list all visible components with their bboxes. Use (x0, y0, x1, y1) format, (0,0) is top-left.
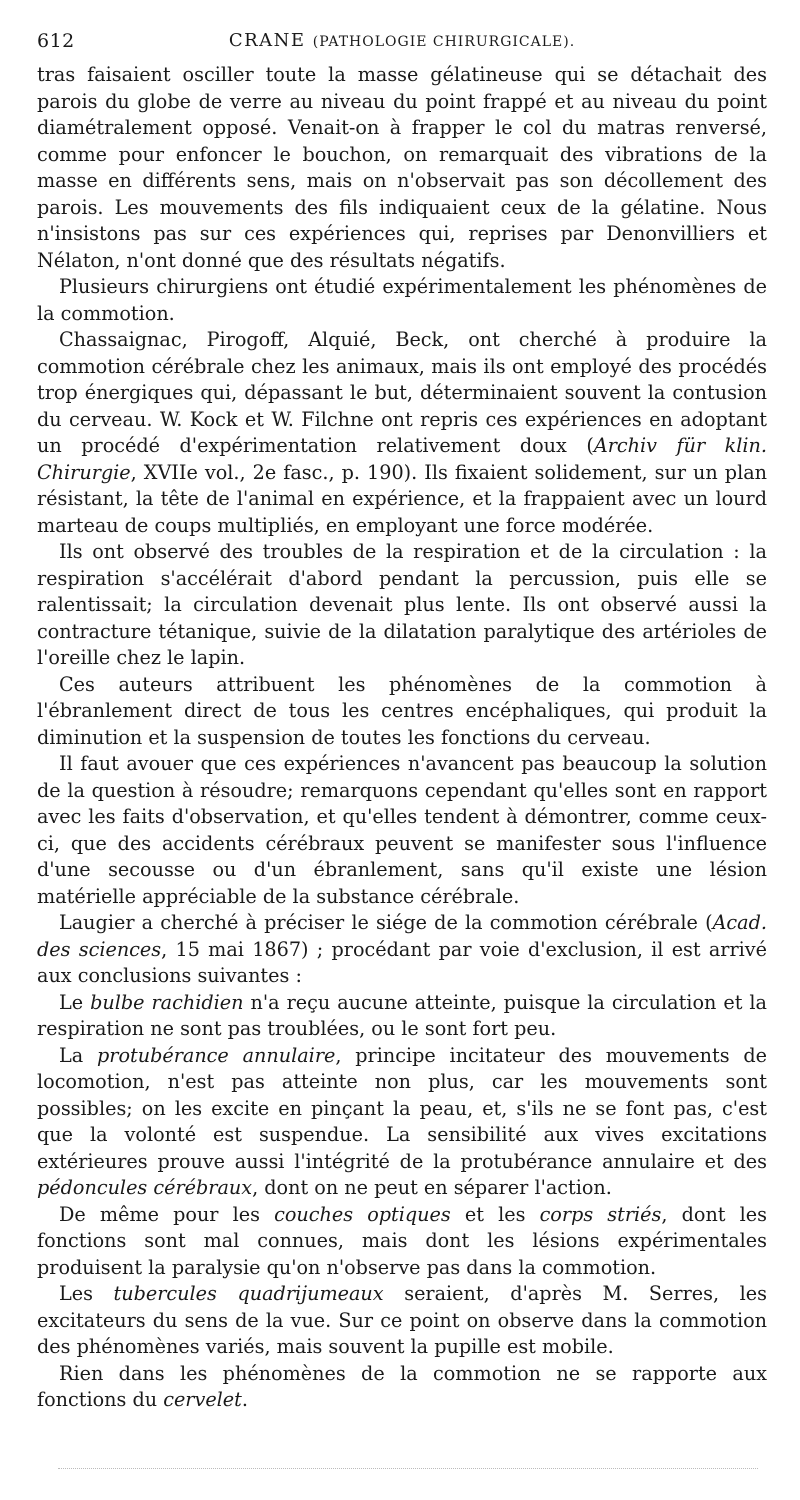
text-run: Il faut avouer que ces expériences n'avancent pas beaucoup la solution de la question à résoudre; remarquons cependant qu'elles sont en rapport avec les faits d'observation, et qu'elles tendent à démontrer, comme ceux-ci, que des accidents cérébraux peuvent se manifester sous l'influence d'une secousse ou d'un ébranlement, sans qu'il existe une lésion matérielle appréciable de la substance cérébrale. (37, 752, 767, 908)
body-text (37, 62, 767, 1414)
paragraph (37, 539, 767, 672)
running-head-title: CRANE (228, 30, 306, 51)
text-run: tras faisaient osciller toute la masse gélatineuse qui se détachait des parois du globe de verre au niveau du point frappé et au niveau du point diamétralement opposé. Venait-on à frapper le col du matras renversé, comme pour enfoncer le bouchon, on remarquait des vibrations de la masse en différents sens, mais on n'observait pas son décollement des parois. Les mouvements des fils indiquaient ceux de la gélatine. Nous n'insistons pas sur ces expériences qui, reprises par Denonvilliers et Nélaton, n'ont donné que des résultats négatifs. (37, 63, 767, 272)
text-run: Plusieurs chirurgiens ont étudié expérimentalement les phénomènes de la commotion. (37, 275, 767, 325)
paragraph (37, 62, 767, 274)
italic-text: couches optiques (274, 1202, 451, 1226)
paragraph (37, 990, 767, 1043)
paragraph (37, 1202, 767, 1282)
italic-text: protubérance annulaire (97, 1043, 336, 1067)
text-run: Le (59, 990, 91, 1014)
text-run: , principe incitateur des mouvements de locomotion, n'est pas atteinte non plus, car les mouvements sont possibles; on les excite en pinçant la peau, et, s'ils ne se font pas, c'est que la volonté est suspendue. La sensibilité aux vives excitations extérieures prouve aussi l'intégrité de la protubérance annulaire et des (37, 1043, 768, 1173)
text-run: . (241, 1388, 248, 1411)
text-run: , 15 mai 1867) ; procédant par voie d'exclusion, il est arrivé aux conclusions suivantes : (37, 937, 767, 987)
italic-text: Archiv für klin. Chirurgie (37, 434, 768, 484)
paragraph (37, 672, 767, 752)
running-head (37, 30, 767, 51)
paragraph (37, 1281, 767, 1361)
text-run: Les (59, 1282, 114, 1305)
paragraph (37, 751, 767, 910)
italic-text: pédoncules cérébraux (37, 1176, 253, 1199)
text-run: Chassaignac, Pirogoff, Alquié, Beck, ont cherché à produire la commotion cérébrale chez les animaux, mais ils ont employé des procédés trop énergiques qui, dépassant le but, déterminaient souvent la contusion du cerveau. W. Kock et W. Filchne ont repris ces expériences en adoptant un procédé d'expérimentation relativement doux ( (37, 328, 767, 457)
paragraph (37, 1361, 767, 1414)
running-head-subtitle: (PATHOLOGIE CHIRURGICALE). (312, 34, 576, 50)
italic-text: cervelet (163, 1388, 242, 1411)
text-run: La (59, 1043, 97, 1067)
italic-text: Acad. des sciences (37, 911, 767, 961)
text-run: De même pour les (59, 1202, 275, 1226)
paragraph (37, 327, 767, 539)
page-number: 612 (37, 30, 75, 52)
paragraph (37, 910, 767, 990)
text-run: , dont on ne peut en séparer l'action. (252, 1176, 612, 1199)
text-run: Rien dans les phénomènes de la commotion ne se rapporte aux fonctions du (37, 1361, 767, 1411)
italic-text: corps striés (539, 1202, 662, 1226)
text-run: Laugier a cherché à préciser le siége de la commotion cérébrale ( (59, 911, 713, 934)
text-run: , XVIIe vol., 2e fasc., p. 190). Ils fixaient solidement, sur un plan résistant, la tête de l'animal en expérience, et la frappaient avec un lourd marteau de coups multipliés, en employant une force modérée. (37, 460, 767, 537)
text-run: Ils ont observé des troubles de la respiration et de la circulation : la respiration s'accélérait d'abord pendant la percussion, puis elle se ralentissait; la circulation devenait plus lente. Ils ont observé aussi la contracture tétanique, suivie de la dilatation paralytique des artérioles de l'oreille chez le lapin. (37, 540, 767, 669)
text-run: Ces auteurs attribuent les phénomènes de la commotion à l'ébranlement direct de tous les centres encéphaliques, qui produit la diminution et la suspension de toutes les fonctions du cerveau. (37, 672, 767, 749)
text-run: seraient, d'après M. Serres, les excitateurs du sens de la vue. Sur ce point on observe dans la commotion des phénomènes variés, mais souvent la pupille est mobile. (37, 1282, 767, 1358)
footer-rule (58, 1468, 758, 1469)
page-header (37, 26, 767, 62)
italic-text: bulbe rachidien (90, 990, 244, 1014)
book-page (37, 26, 767, 1414)
text-run: , dont les fonctions sont mal connues, mais dont les lésions expérimentales produisent la paralysie qu'on n'observe pas dans la commotion. (37, 1202, 767, 1279)
text-run: n'a reçu aucune atteinte, puisque la circulation et la respiration ne sont pas troublées, ou le sont fort peu. (37, 990, 767, 1040)
paragraph (37, 274, 767, 327)
italic-text: tubercules quadrijumeaux (113, 1282, 384, 1305)
paragraph (37, 1043, 767, 1202)
text-run: et les (450, 1202, 540, 1226)
